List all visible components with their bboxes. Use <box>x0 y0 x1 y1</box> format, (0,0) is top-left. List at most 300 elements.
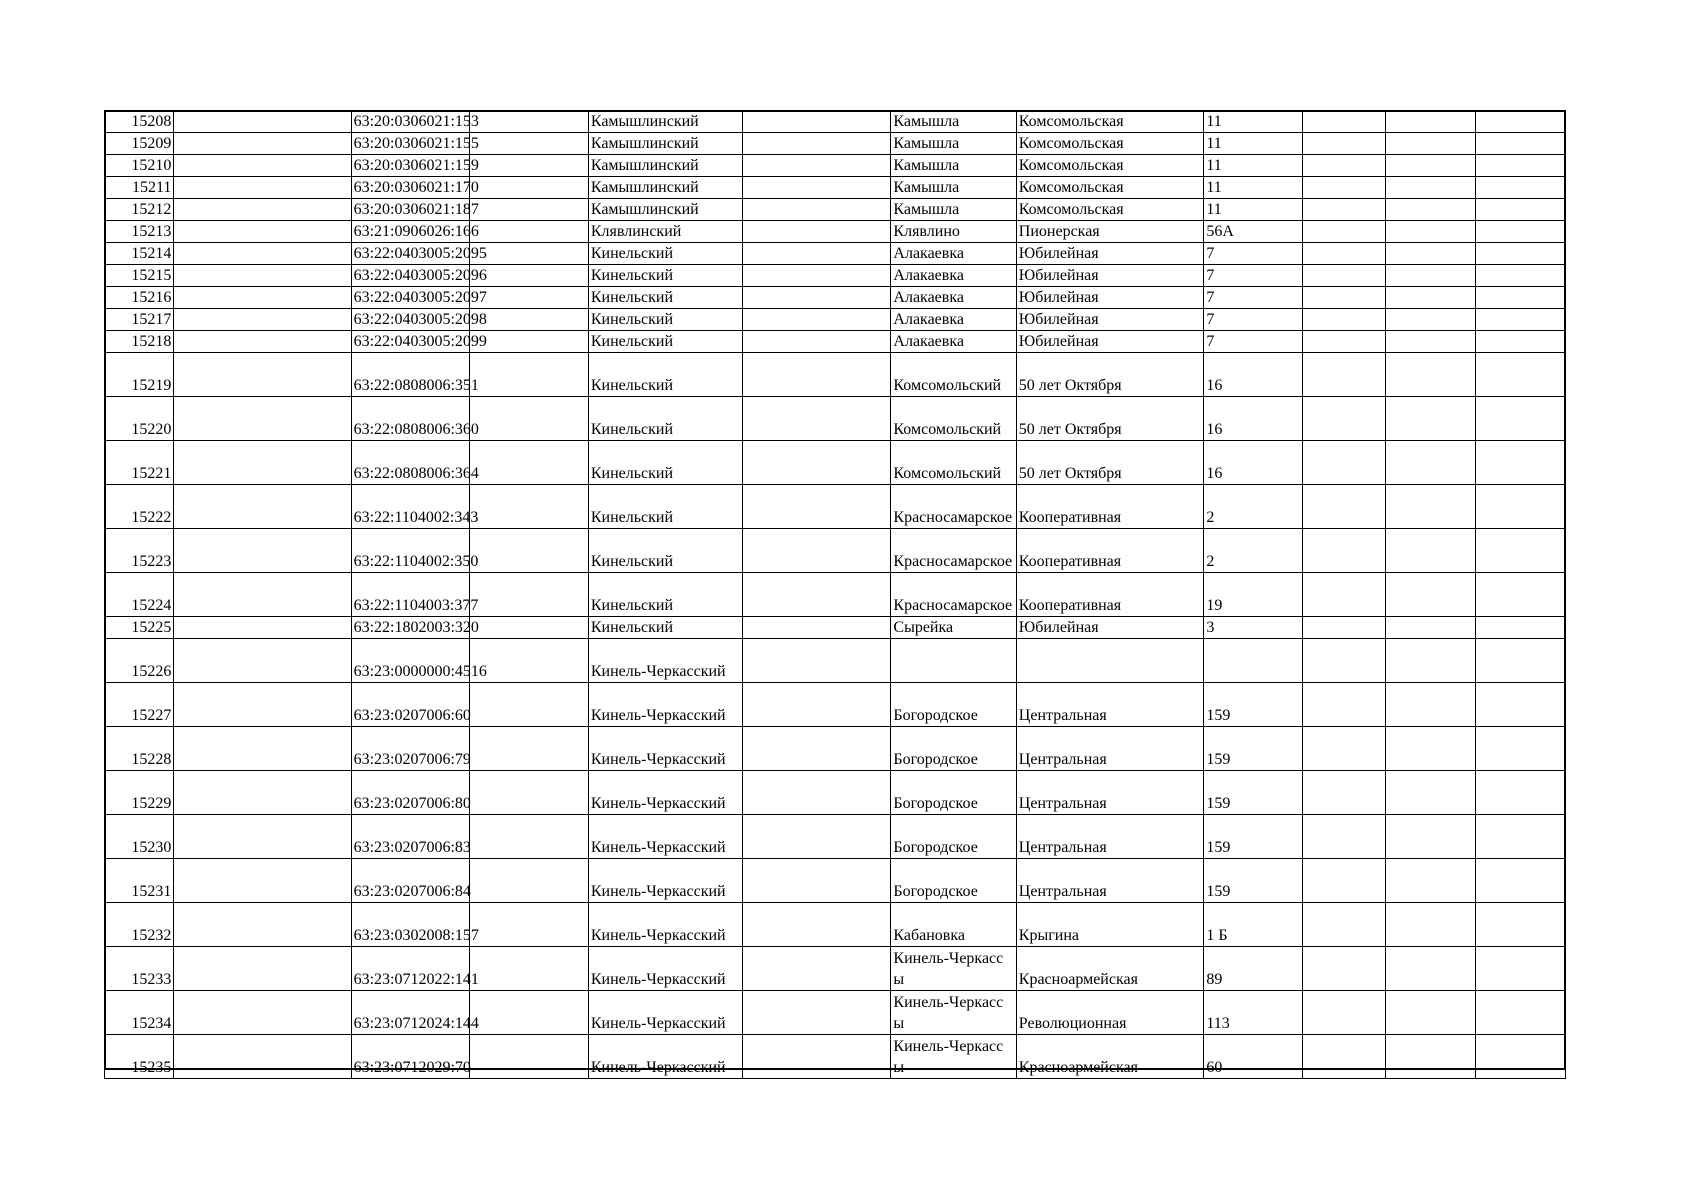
cell-empty <box>1302 287 1385 309</box>
cell-street: Центральная <box>1016 859 1204 903</box>
cell-district: Кинель-Черкасский <box>588 683 742 727</box>
cell-row-number: 15214 <box>105 243 174 265</box>
cell-empty <box>1302 485 1385 529</box>
cell-row-number: 15232 <box>105 903 174 947</box>
table-row <box>105 617 1566 639</box>
cell-empty <box>743 331 891 353</box>
cell-district: Кинель-Черкасский <box>588 859 742 903</box>
cell-street: Юбилейная <box>1016 309 1204 331</box>
cell-cadastral-number: 63:20:0306021:155 <box>351 133 469 155</box>
cell-district: Кинель-Черкасский <box>588 903 742 947</box>
cell-row-number: 15216 <box>105 287 174 309</box>
cell-empty <box>469 727 588 771</box>
cell-street: 50 лет Октября <box>1016 397 1204 441</box>
table-row <box>105 815 1566 859</box>
cell-empty <box>1302 243 1385 265</box>
cell-empty <box>743 221 891 243</box>
cell-row-number: 15219 <box>105 353 174 397</box>
cell-district: Кинель-Черкасский <box>588 727 742 771</box>
cell-cadastral-number: 63:23:0207006:60 <box>351 683 469 727</box>
cell-house: 11 <box>1204 111 1302 133</box>
cell-empty <box>743 771 891 815</box>
cell-empty <box>1385 573 1475 617</box>
cell-settlement <box>891 639 1016 683</box>
cell-street: Красноармейская <box>1016 1035 1204 1079</box>
cell-cadastral-number: 63:22:1104002:343 <box>351 485 469 529</box>
cell-empty <box>1475 991 1565 1035</box>
cell-empty <box>174 177 351 199</box>
cell-district: Кинельский <box>588 243 742 265</box>
cell-empty <box>174 155 351 177</box>
cell-cadastral-number: 63:22:0403005:2096 <box>351 265 469 287</box>
table-row <box>105 1035 1566 1079</box>
cell-empty <box>1302 529 1385 573</box>
cell-empty <box>1475 683 1565 727</box>
cell-empty <box>1302 441 1385 485</box>
cell-row-number: 15217 <box>105 309 174 331</box>
cell-empty <box>1302 991 1385 1035</box>
cell-district: Кинель-Черкасский <box>588 1035 742 1079</box>
cell-street: Комсомольская <box>1016 133 1204 155</box>
cell-house: 113 <box>1204 991 1302 1035</box>
cell-row-number: 15225 <box>105 617 174 639</box>
cell-empty <box>174 111 351 133</box>
cell-row-number: 15211 <box>105 177 174 199</box>
cell-empty <box>469 991 588 1035</box>
cell-empty <box>1475 155 1565 177</box>
cell-settlement: Клявлино <box>891 221 1016 243</box>
cell-empty <box>743 727 891 771</box>
cell-empty <box>743 1035 891 1079</box>
cell-street: Красноармейская <box>1016 947 1204 991</box>
cell-empty <box>743 199 891 221</box>
cell-settlement: Камышла <box>891 111 1016 133</box>
cell-house: 159 <box>1204 815 1302 859</box>
cell-row-number: 15218 <box>105 331 174 353</box>
cell-cadastral-number: 63:23:0712024:144 <box>351 991 469 1035</box>
cell-cadastral-number: 63:20:0306021:159 <box>351 155 469 177</box>
cell-street: Юбилейная <box>1016 265 1204 287</box>
cell-empty <box>1475 199 1565 221</box>
cell-row-number: 15234 <box>105 991 174 1035</box>
cell-empty <box>1302 221 1385 243</box>
cell-house: 7 <box>1204 331 1302 353</box>
cell-row-number: 15210 <box>105 155 174 177</box>
cell-row-number: 15223 <box>105 529 174 573</box>
cell-house: 2 <box>1204 529 1302 573</box>
cell-empty <box>174 331 351 353</box>
cell-row-number: 15231 <box>105 859 174 903</box>
cell-empty <box>1385 309 1475 331</box>
cell-district: Камышлинский <box>588 111 742 133</box>
table-row <box>105 353 1566 397</box>
cell-empty <box>1475 485 1565 529</box>
cell-empty <box>743 529 891 573</box>
cell-empty <box>174 617 351 639</box>
cell-district: Кинель-Черкасский <box>588 991 742 1035</box>
table-row <box>105 903 1566 947</box>
table-row <box>105 199 1566 221</box>
cell-district: Кинель-Черкасский <box>588 815 742 859</box>
cell-empty <box>743 441 891 485</box>
cell-district: Камышлинский <box>588 177 742 199</box>
cell-empty <box>743 859 891 903</box>
cell-street: Комсомольская <box>1016 155 1204 177</box>
cell-empty <box>469 265 588 287</box>
table-row <box>105 683 1566 727</box>
cell-empty <box>1385 177 1475 199</box>
cell-street: Комсомольская <box>1016 177 1204 199</box>
cell-settlement: Камышла <box>891 133 1016 155</box>
cell-empty <box>469 573 588 617</box>
cell-empty <box>743 177 891 199</box>
cell-empty <box>1302 397 1385 441</box>
cell-empty <box>174 529 351 573</box>
cell-empty <box>743 617 891 639</box>
table-row <box>105 991 1566 1035</box>
cell-empty <box>1302 353 1385 397</box>
cell-house: 7 <box>1204 265 1302 287</box>
table-row <box>105 573 1566 617</box>
cell-empty <box>1302 331 1385 353</box>
cell-settlement: Богородское <box>891 727 1016 771</box>
cell-empty <box>1385 133 1475 155</box>
cell-cadastral-number: 63:20:0306021:170 <box>351 177 469 199</box>
cell-street: Кооперативная <box>1016 485 1204 529</box>
cell-empty <box>1385 221 1475 243</box>
cell-house: 2 <box>1204 485 1302 529</box>
cell-empty <box>1475 859 1565 903</box>
cell-cadastral-number: 63:22:1104002:350 <box>351 529 469 573</box>
cell-empty <box>174 991 351 1035</box>
cell-street: 50 лет Октября <box>1016 353 1204 397</box>
cell-empty <box>469 199 588 221</box>
cell-street: Кооперативная <box>1016 529 1204 573</box>
cell-empty <box>469 639 588 683</box>
cell-district: Кинельский <box>588 529 742 573</box>
cell-district: Кинельский <box>588 353 742 397</box>
cell-empty <box>1475 1035 1565 1079</box>
cell-empty <box>1475 177 1565 199</box>
cell-cadastral-number: 63:23:0000000:4516 <box>351 639 469 683</box>
cell-empty <box>1302 639 1385 683</box>
cell-empty <box>1302 771 1385 815</box>
cell-settlement: Комсомольский <box>891 441 1016 485</box>
cell-empty <box>469 331 588 353</box>
cell-empty <box>174 859 351 903</box>
cell-empty <box>1302 199 1385 221</box>
cell-house: 19 <box>1204 573 1302 617</box>
cell-empty <box>1302 155 1385 177</box>
cell-empty <box>469 617 588 639</box>
cell-settlement: Алакаевка <box>891 287 1016 309</box>
cell-empty <box>1302 133 1385 155</box>
cell-empty <box>469 683 588 727</box>
cell-settlement: Камышла <box>891 177 1016 199</box>
cell-street: Юбилейная <box>1016 243 1204 265</box>
cell-settlement: Алакаевка <box>891 309 1016 331</box>
cell-cadastral-number: 63:20:0306021:153 <box>351 111 469 133</box>
cell-cadastral-number: 63:22:0403005:2095 <box>351 243 469 265</box>
cell-empty <box>174 771 351 815</box>
cell-empty <box>1475 771 1565 815</box>
cell-empty <box>174 309 351 331</box>
cell-empty <box>1475 243 1565 265</box>
cell-settlement: Богородское <box>891 859 1016 903</box>
cell-empty <box>1475 353 1565 397</box>
cell-district: Кинельский <box>588 617 742 639</box>
cell-settlement: Кинель-Черкассы <box>891 947 1016 991</box>
cell-settlement: Богородское <box>891 815 1016 859</box>
cell-cadastral-number: 63:23:0207006:84 <box>351 859 469 903</box>
cell-empty <box>1385 243 1475 265</box>
cell-empty <box>469 815 588 859</box>
cell-district: Клявлинский <box>588 221 742 243</box>
cell-empty <box>1475 397 1565 441</box>
cell-street: Кооперативная <box>1016 573 1204 617</box>
cell-empty <box>1475 309 1565 331</box>
property-table <box>104 110 1566 1079</box>
table-row <box>105 727 1566 771</box>
cell-empty <box>1475 287 1565 309</box>
cell-empty <box>1385 903 1475 947</box>
cell-district: Кинельский <box>588 573 742 617</box>
cell-empty <box>469 903 588 947</box>
cell-empty <box>1475 573 1565 617</box>
cell-street: Юбилейная <box>1016 617 1204 639</box>
cell-empty <box>469 485 588 529</box>
cell-house <box>1204 639 1302 683</box>
cell-cadastral-number: 63:23:0207006:83 <box>351 815 469 859</box>
cell-empty <box>174 221 351 243</box>
cell-empty <box>1475 529 1565 573</box>
cell-empty <box>469 441 588 485</box>
cell-district: Кинель-Черкасский <box>588 639 742 683</box>
cell-empty <box>469 287 588 309</box>
cell-street: Революционная <box>1016 991 1204 1035</box>
cell-cadastral-number: 63:22:1104003:377 <box>351 573 469 617</box>
cell-empty <box>1385 397 1475 441</box>
cell-empty <box>743 815 891 859</box>
cell-cadastral-number: 63:20:0306021:187 <box>351 199 469 221</box>
table-row <box>105 771 1566 815</box>
cell-street: Комсомольская <box>1016 111 1204 133</box>
cell-row-number: 15229 <box>105 771 174 815</box>
cell-house: 60 <box>1204 1035 1302 1079</box>
cell-street: Комсомольская <box>1016 199 1204 221</box>
cell-empty <box>1385 331 1475 353</box>
cell-house: 89 <box>1204 947 1302 991</box>
cell-empty <box>469 177 588 199</box>
cell-house: 11 <box>1204 177 1302 199</box>
cell-empty <box>1385 529 1475 573</box>
table-row <box>105 287 1566 309</box>
cell-house: 159 <box>1204 859 1302 903</box>
cell-empty <box>1302 903 1385 947</box>
cell-empty <box>1302 947 1385 991</box>
cell-empty <box>1302 177 1385 199</box>
table-row <box>105 859 1566 903</box>
cell-empty <box>1475 221 1565 243</box>
cell-cadastral-number: 63:22:0808006:360 <box>351 397 469 441</box>
cell-empty <box>1475 947 1565 991</box>
cell-settlement: Кабановка <box>891 903 1016 947</box>
cell-settlement: Красносамарское <box>891 485 1016 529</box>
cell-empty <box>1302 265 1385 287</box>
cell-settlement: Кинель-Черкассы <box>891 1035 1016 1079</box>
cell-empty <box>1385 771 1475 815</box>
cell-row-number: 15230 <box>105 815 174 859</box>
cell-row-number: 15215 <box>105 265 174 287</box>
cell-empty <box>1385 199 1475 221</box>
table-row <box>105 947 1566 991</box>
cell-settlement: Комсомольский <box>891 397 1016 441</box>
cell-house: 56А <box>1204 221 1302 243</box>
cell-row-number: 15227 <box>105 683 174 727</box>
cell-settlement: Кинель-Черкассы <box>891 991 1016 1035</box>
cell-empty <box>469 397 588 441</box>
cell-row-number: 15228 <box>105 727 174 771</box>
table-row <box>105 529 1566 573</box>
cell-empty <box>743 485 891 529</box>
cell-empty <box>1302 727 1385 771</box>
cell-empty <box>743 353 891 397</box>
cell-house: 11 <box>1204 155 1302 177</box>
cell-cadastral-number: 63:23:0302008:157 <box>351 903 469 947</box>
cell-house: 159 <box>1204 727 1302 771</box>
cell-settlement: Богородское <box>891 771 1016 815</box>
cell-street: 50 лет Октября <box>1016 441 1204 485</box>
cell-district: Кинельский <box>588 397 742 441</box>
cell-district: Кинельский <box>588 309 742 331</box>
cell-empty <box>174 397 351 441</box>
cell-cadastral-number: 63:22:0808006:351 <box>351 353 469 397</box>
cell-empty <box>1385 947 1475 991</box>
cell-street: Центральная <box>1016 771 1204 815</box>
cell-row-number: 15222 <box>105 485 174 529</box>
cell-empty <box>743 287 891 309</box>
cell-cadastral-number: 63:22:1802003:320 <box>351 617 469 639</box>
cell-empty <box>469 133 588 155</box>
cell-empty <box>1302 683 1385 727</box>
cell-empty <box>174 947 351 991</box>
cell-empty <box>1475 331 1565 353</box>
cell-empty <box>469 155 588 177</box>
cell-empty <box>743 265 891 287</box>
cell-empty <box>743 991 891 1035</box>
cell-settlement: Алакаевка <box>891 265 1016 287</box>
cell-row-number: 15221 <box>105 441 174 485</box>
cell-empty <box>469 111 588 133</box>
cell-settlement: Сырейка <box>891 617 1016 639</box>
table-body <box>105 111 1566 1079</box>
cell-empty <box>1385 353 1475 397</box>
cell-empty <box>743 155 891 177</box>
cell-house: 159 <box>1204 683 1302 727</box>
cell-empty <box>1302 617 1385 639</box>
cell-empty <box>469 1035 588 1079</box>
cell-empty <box>1385 639 1475 683</box>
cell-house: 7 <box>1204 243 1302 265</box>
cell-empty <box>1475 617 1565 639</box>
cell-cadastral-number: 63:22:0403005:2099 <box>351 331 469 353</box>
table-row <box>105 441 1566 485</box>
table-row <box>105 485 1566 529</box>
table-row <box>105 243 1566 265</box>
cell-empty <box>174 727 351 771</box>
cell-street: Центральная <box>1016 815 1204 859</box>
cell-house: 16 <box>1204 353 1302 397</box>
cell-empty <box>174 1035 351 1079</box>
table-row <box>105 265 1566 287</box>
cell-empty <box>1302 111 1385 133</box>
cell-street: Центральная <box>1016 683 1204 727</box>
cell-cadastral-number: 63:22:0403005:2098 <box>351 309 469 331</box>
cell-empty <box>469 309 588 331</box>
table-row <box>105 177 1566 199</box>
cell-empty <box>743 639 891 683</box>
cell-empty <box>743 111 891 133</box>
cell-empty <box>1385 265 1475 287</box>
cell-empty <box>174 903 351 947</box>
cell-empty <box>469 353 588 397</box>
cell-cadastral-number: 63:23:0207006:80 <box>351 771 469 815</box>
cell-empty <box>1385 111 1475 133</box>
cell-empty <box>174 353 351 397</box>
cell-empty <box>1385 815 1475 859</box>
cell-row-number: 15235 <box>105 1035 174 1079</box>
cell-district: Кинельский <box>588 485 742 529</box>
cell-empty <box>174 639 351 683</box>
cell-empty <box>1385 155 1475 177</box>
cell-empty <box>1385 485 1475 529</box>
cell-cadastral-number: 63:23:0207006:79 <box>351 727 469 771</box>
cell-street: Пионерская <box>1016 221 1204 243</box>
cell-street: Крыгина <box>1016 903 1204 947</box>
cell-house: 3 <box>1204 617 1302 639</box>
cell-settlement: Богородское <box>891 683 1016 727</box>
cell-empty <box>1302 1035 1385 1079</box>
cell-district: Камышлинский <box>588 133 742 155</box>
cell-empty <box>469 221 588 243</box>
cell-settlement: Красносамарское <box>891 529 1016 573</box>
cell-empty <box>1385 991 1475 1035</box>
cell-empty <box>174 683 351 727</box>
table-row <box>105 111 1566 133</box>
cell-district: Кинель-Черкасский <box>588 771 742 815</box>
cell-row-number: 15213 <box>105 221 174 243</box>
cell-empty <box>1385 617 1475 639</box>
cell-district: Камышлинский <box>588 199 742 221</box>
cell-house: 16 <box>1204 441 1302 485</box>
cell-empty <box>743 573 891 617</box>
cell-house: 7 <box>1204 309 1302 331</box>
cell-cadastral-number: 63:22:0808006:364 <box>351 441 469 485</box>
cell-empty <box>1475 639 1565 683</box>
cell-house: 16 <box>1204 397 1302 441</box>
cell-empty <box>174 133 351 155</box>
table-row <box>105 221 1566 243</box>
cell-house: 11 <box>1204 199 1302 221</box>
cell-settlement: Камышла <box>891 199 1016 221</box>
cell-empty <box>469 243 588 265</box>
cell-empty <box>743 133 891 155</box>
cell-district: Камышлинский <box>588 155 742 177</box>
cell-row-number: 15226 <box>105 639 174 683</box>
cell-cadastral-number: 63:22:0403005:2097 <box>351 287 469 309</box>
cell-cadastral-number: 63:23:0712022:141 <box>351 947 469 991</box>
cell-street <box>1016 639 1204 683</box>
